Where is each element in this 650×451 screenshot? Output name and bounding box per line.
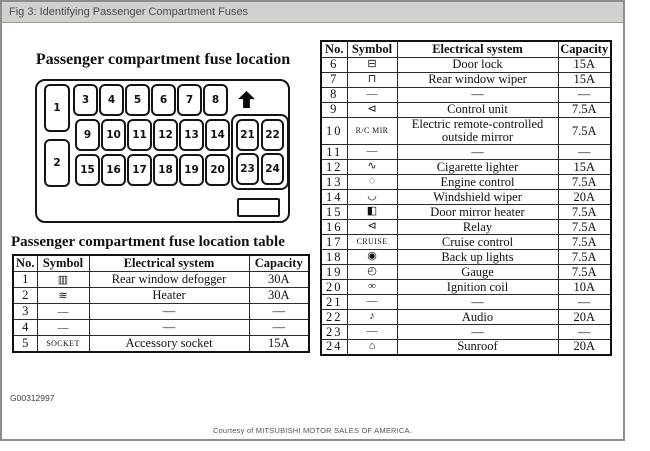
col-no: No. [321,41,347,58]
fuse-grid-row [75,119,230,151]
fuse-2: 2 [44,139,70,187]
figure-code: G00312997 [10,393,55,403]
col-capacity: Capacity [558,41,611,58]
fuse-9: 9 [75,119,100,151]
cruise-label: CRUISE [347,235,397,250]
fuse-23: 23 [236,153,259,185]
capacity: 7.5A [558,103,611,118]
fuse-number: 13 [321,175,347,190]
fuse-table-6-24 [320,40,612,356]
fuse-22: 22 [261,119,284,151]
fuse-box-diagram [35,79,290,223]
fuse-15: 15 [75,154,100,186]
capacity: 30A [249,272,309,288]
electrical-system: Back up lights [397,250,558,265]
electrical-system: Engine control [397,175,558,190]
capacity: 15A [558,73,611,88]
electrical-system: Relay [397,220,558,235]
fuse-row [321,340,611,355]
fuse-row [321,235,611,250]
fuse-11: 11 [127,119,152,151]
relay-icon: ⊲ [347,220,397,235]
socket-label: SOCKET [37,336,89,353]
col-no: No. [13,255,37,272]
fuse-row [321,310,611,325]
electrical-system: Heater [89,288,249,304]
no-symbol: — [347,325,397,340]
fuse-number: 10 [321,118,347,145]
capacity: 7.5A [558,265,611,280]
fuse-19: 19 [179,154,204,186]
fuse-number: 22 [321,310,347,325]
electrical-system: — [89,320,249,336]
fuse-number: 3 [13,304,37,320]
electrical-system: Door mirror heater [397,205,558,220]
electrical-system: Cigarette lighter [397,160,558,175]
rear-window-wiper-icon: ⊓ [347,73,397,88]
electrical-system: — [397,88,558,103]
capacity: 7.5A [558,175,611,190]
fuse-number: 2 [13,288,37,304]
heater-icon: ≋ [37,288,89,304]
electrical-system: Windshield wiper [397,190,558,205]
fuse-18: 18 [153,154,178,186]
windshield-wiper-icon: ◡ [347,190,397,205]
capacity: 15A [249,336,309,353]
diagram-title: Passenger compartment fuse location [35,51,291,68]
no-symbol: — [347,295,397,310]
fuse-20: 20 [205,154,230,186]
gauge-icon: ◴ [347,265,397,280]
fuse-row [321,250,611,265]
fuse-number: 12 [321,160,347,175]
courtesy-line: Courtesy of MITSUBISHI MOTOR SALES OF AMERICA. [212,426,413,435]
figure-title: Fig 3: Identifying Passenger Compartment Fuses [9,6,249,18]
no-symbol: — [37,304,89,320]
capacity: 15A [558,58,611,73]
corner-fuse-group [231,114,289,190]
capacity: — [558,88,611,103]
no-symbol: — [37,320,89,336]
electrical-system: Gauge [397,265,558,280]
no-symbol: — [347,145,397,160]
electrical-system: Control unit [397,103,558,118]
capacity: — [249,320,309,336]
capacity: 20A [558,340,611,355]
fuse-number: 11 [321,145,347,160]
capacity: 20A [558,310,611,325]
fuse-number: 4 [13,320,37,336]
fuse-number: 8 [321,88,347,103]
fuse-row [321,118,611,145]
fuse-10: 10 [101,119,126,151]
fuse-12: 12 [153,119,178,151]
fuse-number: 20 [321,280,347,295]
fuse-number: 16 [321,220,347,235]
electrical-system: Sunroof [397,340,558,355]
fuse-row [321,325,611,340]
engine-control-icon: ◌ [347,175,397,190]
fuse-number: 15 [321,205,347,220]
fuse-16: 16 [101,154,126,186]
fuse-14: 14 [205,119,230,151]
fuse-8: 8 [203,84,228,116]
fuse-grid-row [73,84,228,116]
fuse-17: 17 [127,154,152,186]
fuse-number: 14 [321,190,347,205]
electrical-system: — [397,145,558,160]
up-arrow-icon [238,91,255,108]
fuse-6: 6 [151,84,176,116]
audio-icon: ♪ [347,310,397,325]
fuse-number: 7 [321,73,347,88]
fuse-table-1-5 [12,254,310,353]
fuse-grid-row [75,154,230,186]
header-row [321,41,611,58]
electrical-system: — [397,295,558,310]
fuse-row [13,288,309,304]
fuse-row [321,58,611,73]
col-capacity: Capacity [249,255,309,272]
fuse-row [13,320,309,336]
electrical-system: Door lock [397,58,558,73]
fuse-row [321,145,611,160]
electrical-system: Electric remote-controlled outside mirror [397,118,558,145]
rear-window-defogger-icon: ▥ [37,272,89,288]
col-symbol: Symbol [347,41,397,58]
col-symbol: Symbol [37,255,89,272]
electrical-system: Accessory socket [89,336,249,353]
capacity: 7.5A [558,220,611,235]
fuse-row [321,265,611,280]
electrical-system: — [397,325,558,340]
cigarette-lighter-icon: ∿ [347,160,397,175]
capacity: 15A [558,160,611,175]
capacity: 7.5A [558,118,611,145]
fuse-number: 19 [321,265,347,280]
door-lock-icon: ⊟ [347,58,397,73]
fuse-row [321,280,611,295]
fuse-number: 23 [321,325,347,340]
fuse-13: 13 [179,119,204,151]
capacity: 10A [558,280,611,295]
fuse-3: 3 [73,84,98,116]
no-symbol: — [347,88,397,103]
fuse-number: 17 [321,235,347,250]
fuse-number: 6 [321,58,347,73]
electrical-system: Ignition coil [397,280,558,295]
fuse-number: 18 [321,250,347,265]
door-mirror-heater-icon: ◧ [347,205,397,220]
fuse-24: 24 [261,153,284,185]
fuse-number: 9 [321,103,347,118]
fuse-row [321,220,611,235]
fuse-row [321,160,611,175]
electrical-system: — [89,304,249,320]
header-row [13,255,309,272]
capacity: — [249,304,309,320]
fuse-7: 7 [177,84,202,116]
fuse-number: 21 [321,295,347,310]
fuse-number: 1 [13,272,37,288]
fuse-row [321,88,611,103]
fuse-4: 4 [99,84,124,116]
capacity: 7.5A [558,205,611,220]
figure-title-bar [2,2,623,23]
fuse-5: 5 [125,84,150,116]
fuse-row [321,103,611,118]
capacity: 7.5A [558,250,611,265]
fuse-21: 21 [236,119,259,151]
control-unit-icon: ⊲ [347,103,397,118]
fuse-1: 1 [44,84,70,132]
electrical-system: Rear window defogger [89,272,249,288]
capacity: — [558,145,611,160]
capacity: — [558,295,611,310]
fuse-row [13,336,309,353]
remote-mirror-label: R/C MIR [347,118,397,145]
empty-slot-box [237,198,280,217]
fuse-row [321,73,611,88]
electrical-system: Cruise control [397,235,558,250]
sunroof-icon: ⌂ [347,340,397,355]
fuse-row [321,205,611,220]
electrical-system: Rear window wiper [397,73,558,88]
capacity: 7.5A [558,235,611,250]
capacity: 30A [249,288,309,304]
fuse-row [321,175,611,190]
fuse-row [321,190,611,205]
col-electrical-system: Electrical system [89,255,249,272]
fuse-row [321,295,611,310]
fuse-row [13,304,309,320]
ignition-coil-icon: ∞ [347,280,397,295]
fuse-number: 5 [13,336,37,353]
capacity: — [558,325,611,340]
electrical-system: Audio [397,310,558,325]
col-electrical-system: Electrical system [397,41,558,58]
capacity: 20A [558,190,611,205]
fuse-row [13,272,309,288]
fuse-table-heading: Passenger compartment fuse location table [11,234,285,250]
backup-lights-icon: ◉ [347,250,397,265]
fuse-number: 24 [321,340,347,355]
